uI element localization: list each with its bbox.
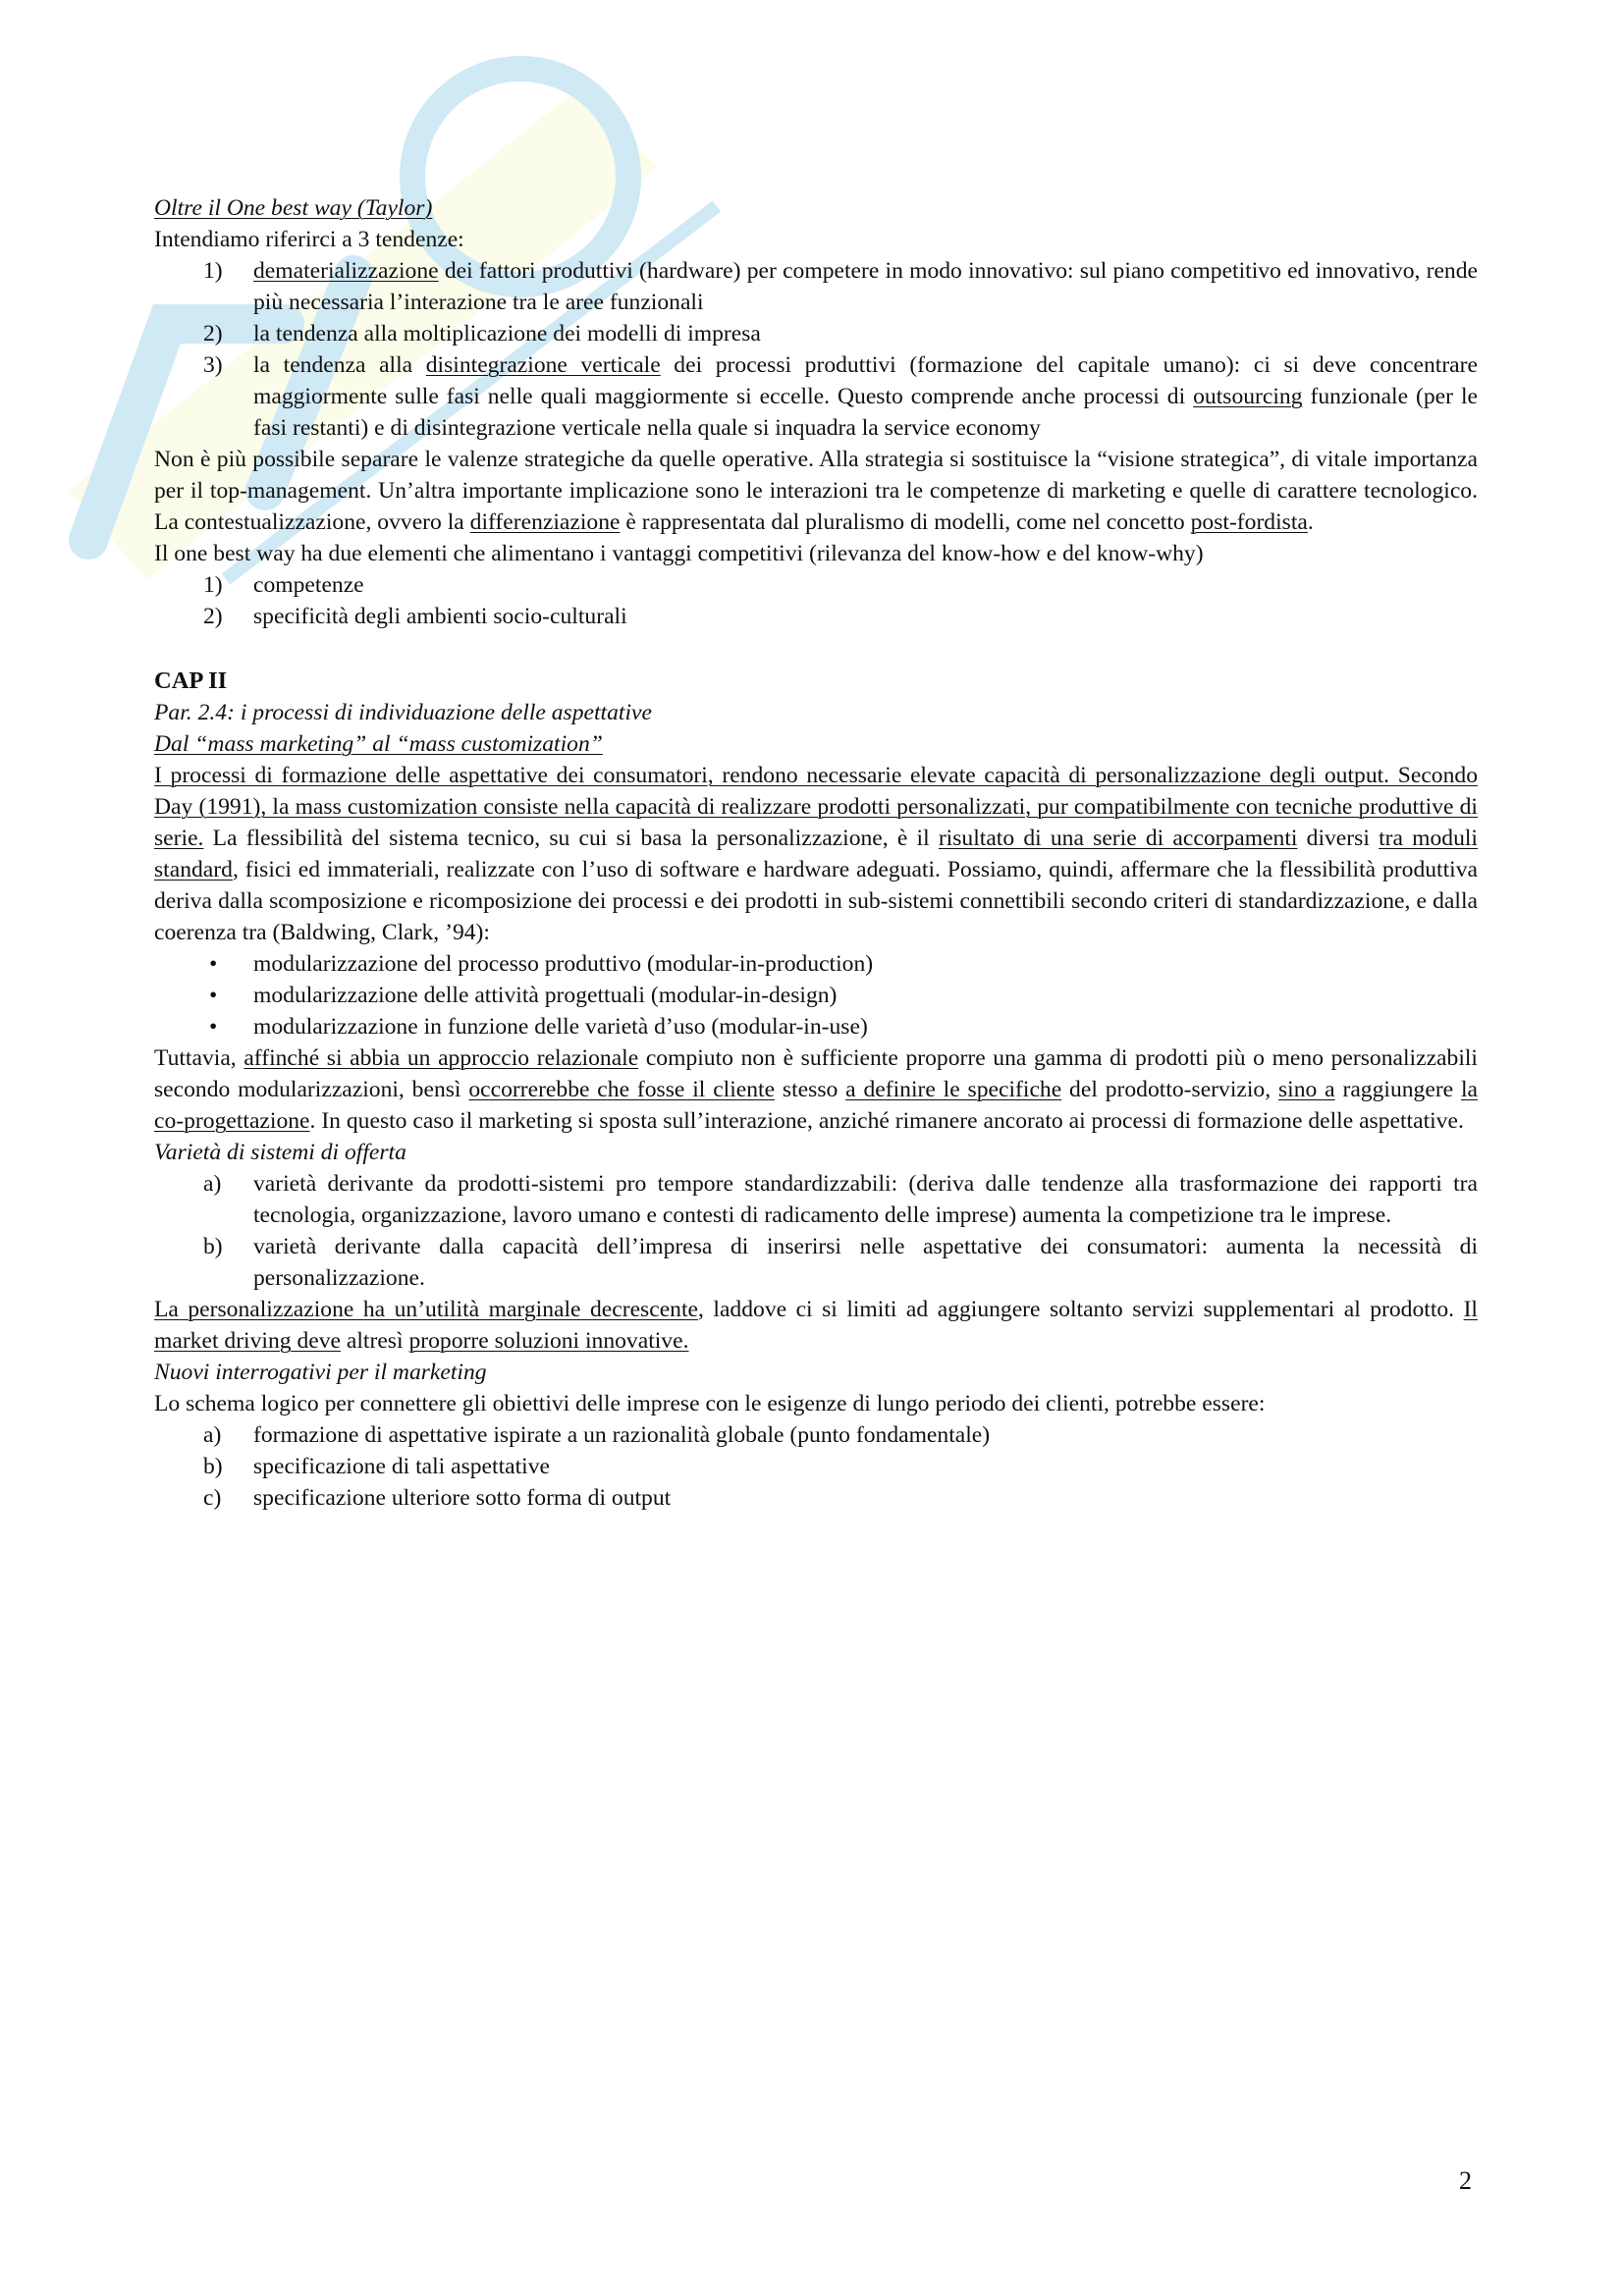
list-text: specificità degli ambienti socio-culturali [253,604,627,629]
list-marker: 2) [203,604,223,629]
list-item [154,1231,1478,1294]
paragraph-heading: Par. 2.4: i processi di individuazione delle aspettative [154,700,652,725]
subsection-title: Dal “mass marketing” al “mass customization” [154,731,603,757]
document-body [154,192,1478,1514]
list-text: dei fattori produttivi (hardware) per competere in modo innovativo: sul piano competitivo ed innovativo, rende più necessaria l’interazione tra le aree funzionali [253,258,1478,315]
list-item [154,948,1478,980]
personalization-paragraph [154,1294,1478,1357]
underlined-term: differenziazione [469,509,621,535]
paragraph-text: Non è più possibile separare le valenze strategiche da quelle operative. Alla strategia si sostituisce la “visione strategica”, di vitale importanza per il top-management. Un’altra importante implicazione sono le interazioni tra le competenze di marketing e quelle di carattere tecnologico. La contestualizzazione, ovvero la [154,447,1478,535]
bullet-marker: • [209,983,218,1008]
list-marker: 2) [203,321,223,347]
list-text: modularizzazione del processo produttivo (modular-in-production) [253,951,874,977]
list-marker: a) [203,1171,222,1197]
underlined-term: outsourcing [1193,384,1303,409]
variety-title: Varietà di sistemi di offerta [154,1140,406,1165]
underlined-term: a definire le specifiche [845,1077,1062,1102]
underlined-term: dematerializzazione [253,258,439,284]
paragraph-text: . In questo caso il marketing si sposta sull’interazione, anziché rimanere ancorato ai processi di formazione delle aspettative. [309,1108,1464,1134]
list-marker: b) [203,1454,223,1479]
list-item [154,1451,1478,1482]
paragraph-text: , fisici ed immateriali, realizzate con l’uso di software e hardware adeguati. Possiamo, quindi, affermare che la flessibilità produttiva deriva dalla scomposizione e ricomposizione dei processi e dei prodotti in sub-sistemi connettibili secondo criteri di standardizzazione, e dalla coerenza tra (Baldwing, Clark, ’94): [154,857,1478,945]
list-text: la tendenza alla moltiplicazione dei modelli di impresa [253,321,761,347]
underlined-term: Il market driving deve [154,1297,1478,1354]
underlined-term: affinché si abbia un approccio relazionale [243,1045,639,1071]
underlined-term: La personalizzazione ha un’utilità marginale decrescente [154,1297,699,1322]
list-marker: a) [203,1422,222,1448]
list-marker: c) [203,1485,222,1511]
chapter-heading: CAP II [154,667,228,694]
page-number: 2 [1459,2166,1472,2195]
paragraph-text: , laddove ci si limiti ad aggiungere soltanto servizi supplementari al prodotto. [698,1297,1464,1322]
underlined-term: tra moduli standard [154,826,1478,882]
underlined-term: I processi di formazione delle aspettative dei consumatori, rendono necessarie elevate capacità di personalizzazione degli output. Secondo Day (1991), la mass customization consiste nella capacità di realizzare prodotti personalizzati, pur compatibilmente con tecniche produttive di serie. [154,763,1478,851]
list-item [154,318,1478,349]
elements-list [154,569,1478,632]
new-questions-list [154,1419,1478,1514]
paragraph-text: è rappresentata dal pluralismo di modelli, come nel concetto [620,509,1191,535]
bullet-marker: • [209,951,218,977]
trends-intro: Intendiamo riferirci a 3 tendenze: [154,227,464,252]
list-text: funzionale (per le fasi restanti) e di disintegrazione verticale nella quale si inquadra la service economy [253,384,1478,441]
list-text: formazione di aspettative ispirate a un razionalità globale (punto fondamentale) [253,1422,991,1448]
relational-approach-paragraph [154,1042,1478,1137]
list-text: competenze [253,572,364,598]
paragraph-text: raggiungere [1334,1077,1461,1102]
new-questions-intro: Lo schema logico per connettere gli obiettivi delle imprese con le esigenze di lungo periodo dei clienti, potrebbe essere: [154,1391,1266,1416]
paragraph-text: Tuttavia, [154,1045,244,1071]
strategy-paragraph [154,444,1478,538]
underlined-term: la co-progettazione [154,1077,1479,1134]
variety-list [154,1168,1478,1294]
list-marker: 3) [203,352,223,378]
underlined-term: sino a [1277,1077,1335,1102]
underlined-term: occorrerebbe che fosse il cliente [468,1077,776,1102]
list-item [154,1419,1478,1451]
list-item [154,980,1478,1011]
paragraph-text: stesso [775,1077,846,1102]
paragraph-text: del prodotto-servizio, [1061,1077,1278,1102]
mass-customization-paragraph [154,760,1478,948]
paragraph-text: La flessibilità del sistema tecnico, su cui si basa la personalizzazione, è il [203,826,939,851]
underlined-term: disintegrazione verticale [425,352,661,378]
underlined-term: risultato di una serie di accorpamenti [938,826,1298,851]
list-marker: 1) [203,258,223,284]
list-item [154,255,1478,318]
trends-list [154,255,1478,444]
paragraph-text: altresì [341,1328,409,1354]
underlined-term: proporre soluzioni innovative. [408,1328,689,1354]
list-item [154,601,1478,632]
paragraph-text: . [1307,509,1314,535]
list-text: dei processi produttivi (formazione del capitale umano): ci si deve concentrare maggiormente sulle fasi nelle quali maggiormente si eccelle. Questo comprende anche processi di [253,352,1478,409]
paragraph-text: diversi [1297,826,1380,851]
list-item [154,1482,1478,1514]
list-marker: 1) [203,572,223,598]
new-questions-title: Nuovi interrogativi per il marketing [154,1360,487,1385]
list-text: specificazione ulteriore sotto forma di output [253,1485,672,1511]
list-text: la tendenza alla [253,352,426,378]
list-item [154,349,1478,444]
list-text: varietà derivante dalla capacità dell’impresa di inserirsi nelle aspettative dei consumatori: aumenta la necessità di personalizzazione. [253,1234,1478,1291]
modularization-list [154,948,1478,1042]
section-title-one-best-way: Oltre il One best way (Taylor) [154,195,433,221]
list-item [154,1011,1478,1042]
list-text: modularizzazione delle attività progettuali (modular-in-design) [253,983,838,1008]
list-marker: b) [203,1234,223,1259]
list-item [154,1168,1478,1231]
bullet-marker: • [209,1014,218,1040]
list-text: specificazione di tali aspettative [253,1454,550,1479]
list-text: varietà derivante da prodotti-sistemi pro tempore standardizzabili: (deriva dalle tendenze alla trasformazione dei rapporti tra tecnologia, organizzazione, lavoro umano e contesti di radicamento delle imprese) aumenta la competizione tra le imprese. [253,1171,1478,1228]
paragraph-text: compiuto non è sufficiente proporre una gamma di prodotti più o meno personalizzabili secondo modularizzazioni, bensì [154,1045,1478,1102]
list-item [154,569,1478,601]
one-best-way-paragraph: Il one best way ha due elementi che alimentano i vantaggi competitivi (rilevanza del know-how e del know-why) [154,541,1204,566]
list-text: modularizzazione in funzione delle varietà d’uso (modular-in-use) [253,1014,868,1040]
underlined-term: post-fordista [1190,509,1308,535]
